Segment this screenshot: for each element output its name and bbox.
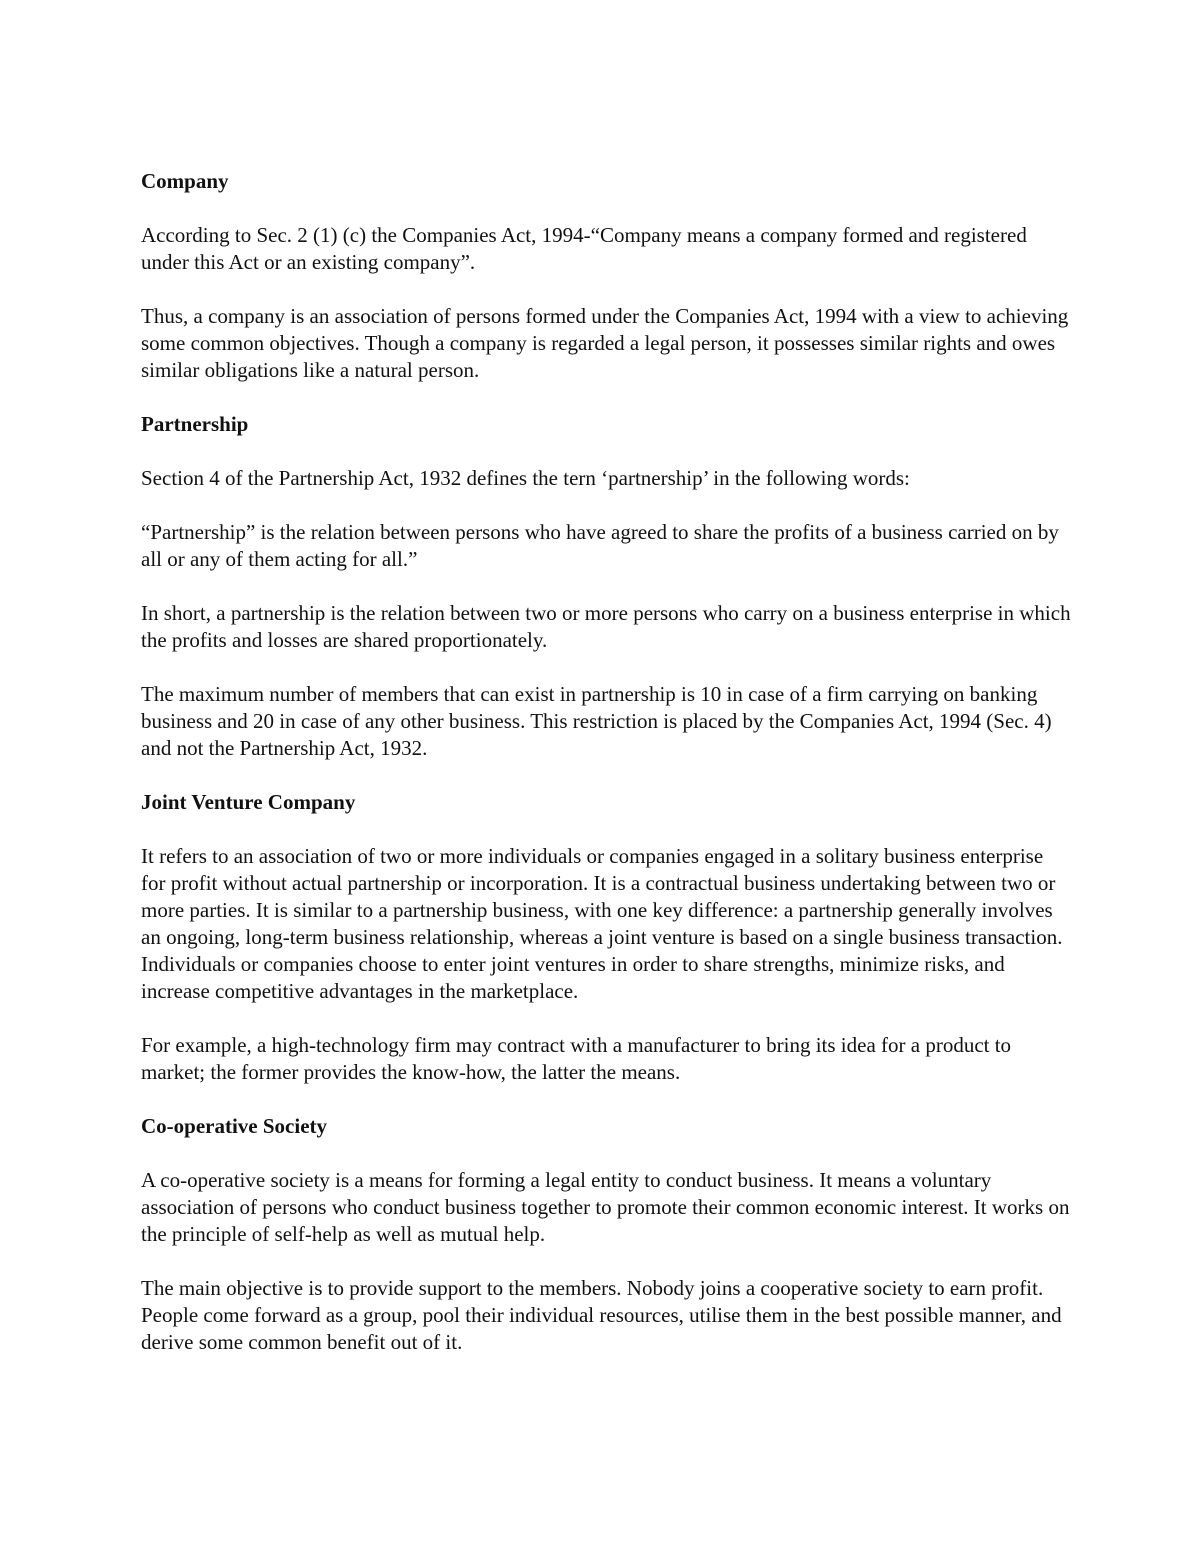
paragraph: The maximum number of members that can exist in partnership is 10 in case of a firm carrying on banking business and 20 in case of any other business. This restriction is placed by the Companies Act, 1994 (Sec. 4) and not the Partnership Act, 1932. xyxy=(141,682,1052,760)
paragraph: Section 4 of the Partnership Act, 1932 defines the tern ‘partnership’ in the following words: xyxy=(141,466,910,490)
section-company xyxy=(141,168,1071,384)
section-co-operative-society xyxy=(141,1113,1071,1356)
paragraph: Thus, a company is an association of persons formed under the Companies Act, 1994 with a view to achieving some common objectives. Though a company is regarded a legal person, it possesses similar rights and owes similar obligations like a natural person. xyxy=(141,304,1069,382)
paragraph: In short, a partnership is the relation between two or more persons who carry on a business enterprise in which the profits and losses are shared proportionately. xyxy=(141,601,1071,652)
paragraph: A co-operative society is a means for forming a legal entity to conduct business. It means a voluntary association of persons who conduct business together to promote their common economic interest. It works on the principle of self-help as well as mutual help. xyxy=(141,1168,1070,1246)
section-heading: Partnership xyxy=(141,412,249,436)
paragraph: For example, a high-technology firm may contract with a manufacturer to bring its idea for a product to market; the former provides the know-how, the latter the means. xyxy=(141,1033,1012,1084)
document-page xyxy=(141,168,1071,1383)
paragraph: “Partnership” is the relation between persons who have agreed to share the profits of a business carried on by all or any of them acting for all.” xyxy=(141,520,1059,571)
paragraph: The main objective is to provide support to the members. Nobody joins a cooperative society to earn profit. People come forward as a group, pool their individual resources, utilise them in the best possible manner, and derive some common benefit out of it. xyxy=(141,1276,1062,1354)
section-joint-venture-company xyxy=(141,789,1071,1086)
paragraph: It refers to an association of two or more individuals or companies engaged in a solitary business enterprise for profit without actual partnership or incorporation. It is a contractual business undertaking between two or more parties. It is similar to a partnership business, with one key difference: a partnership generally involves an ongoing, long-term business relationship, whereas a joint venture is based on a single business transaction. Individuals or companies choose to enter joint ventures in order to share strengths, minimize risks, and increase competitive advantages in the marketplace. xyxy=(141,844,1063,1003)
section-partnership xyxy=(141,411,1071,762)
section-heading: Joint Venture Company xyxy=(141,790,356,814)
paragraph: According to Sec. 2 (1) (c) the Companies Act, 1994-“Company means a company formed and registered under this Act or an existing company”. xyxy=(141,223,1027,274)
section-heading: Co-operative Society xyxy=(141,1114,328,1138)
section-heading: Company xyxy=(141,169,229,193)
